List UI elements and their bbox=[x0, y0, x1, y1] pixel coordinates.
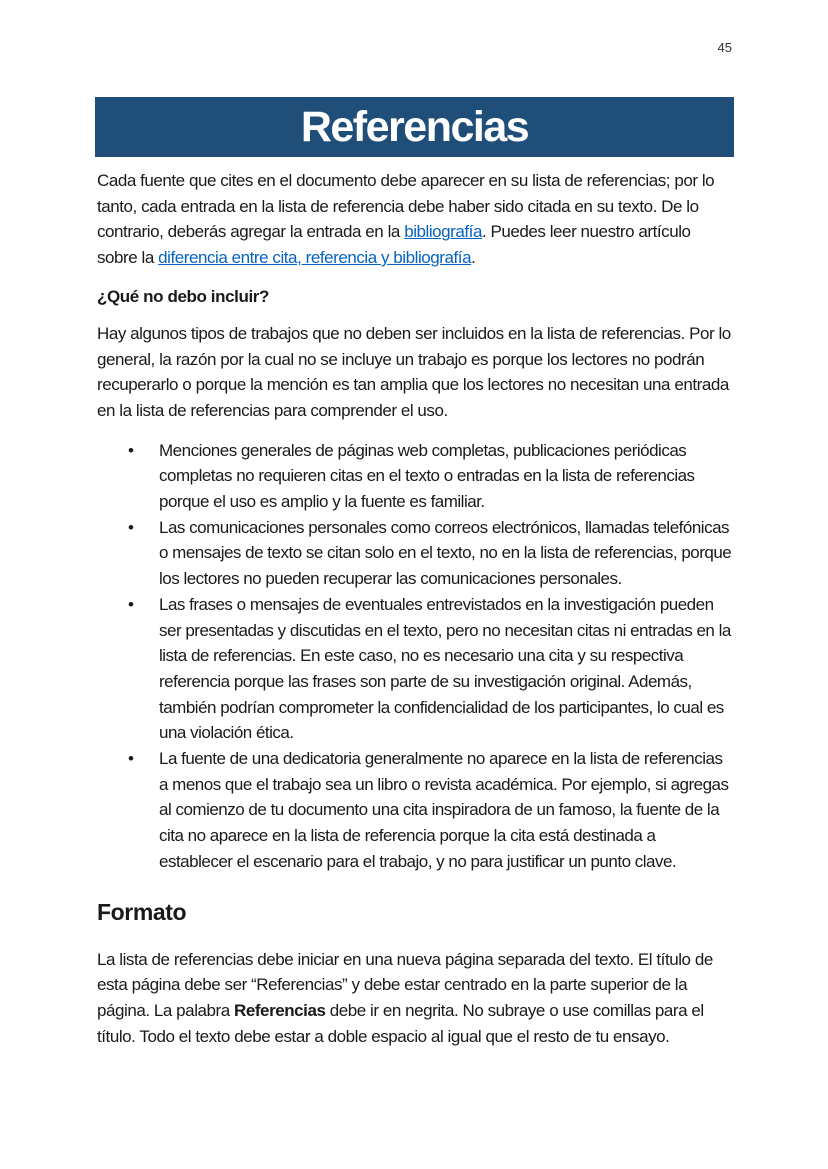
bibliografia-link[interactable]: bibliografía bbox=[404, 222, 482, 242]
list-item bbox=[97, 515, 733, 592]
bold-keyword: Referencias bbox=[234, 1000, 326, 1020]
diferencia-link[interactable]: diferencia entre cita, referencia y bibliografía bbox=[158, 248, 472, 268]
section-heading: Formato bbox=[97, 898, 187, 925]
bullet-icon: • bbox=[128, 749, 134, 769]
list-item-text: Las comunicaciones personales como correos electrónicos, llamadas telefónicas o mensajes de texto se citan solo en el texto, no en la lista de referencias, porque los lectores no pueden recuperar las comunicaciones personales. bbox=[159, 517, 732, 589]
subheading: ¿Qué no debo incluir? bbox=[97, 286, 269, 306]
intro-paragraph bbox=[97, 168, 733, 271]
list-item-text: La fuente de una dedicatoria generalmente no aparece en la lista de referencias a menos que el trabajo sea un libro o revista académica. Por ejemplo, si agregas al comienzo de tu documento una cita inspiradora de un famoso, la fuente de la cita no aparece en la lista de referencia porque la cita está destinada a establecer el escenario para el trabajo, y no para justificar un punto clave. bbox=[159, 749, 729, 871]
title-banner bbox=[95, 97, 734, 157]
bullet-icon: • bbox=[128, 440, 134, 460]
intro-text-middle: . Puedes leer nuestro artículo sobre la bbox=[97, 222, 691, 268]
list-item bbox=[97, 438, 733, 515]
page-number: 45 bbox=[717, 40, 732, 55]
list-item bbox=[97, 746, 733, 875]
formato-text: La lista de referencias debe iniciar en una nueva página separada del texto. El título de esta página debe ser “Referencias” y debe estar centrado en la parte superior de la página. La palabra bbox=[97, 949, 713, 1020]
list-item-text: Las frases o mensajes de eventuales entrevistados en la investigación pueden ser presentadas y discutidas en el texto, pero no necesitan citas ni entradas en la lista de referencias. En este caso, no es necesario una cita y su respectiva referencia porque las frases son parte de su investigación original. Además, también podrían comprometer la confidencialidad de los participantes, lo cual es una violación ética. bbox=[159, 594, 731, 743]
bullet-icon: • bbox=[128, 517, 134, 537]
formato-paragraph bbox=[97, 947, 733, 1050]
intro-text-end: . bbox=[471, 248, 476, 268]
intro-text: Cada fuente que cites en el documento debe aparecer en su lista de referencias; por lo tanto, cada entrada en la lista de referencia debe haber sido citada en su texto. De lo contrario, deberás agregar la entrada en la bbox=[97, 171, 715, 242]
list-item-text: Menciones generales de páginas web completas, publicaciones periódicas completas no requieren citas en el texto o entradas en la lista de referencias porque el uso es amplio y la fuente es familiar. bbox=[159, 440, 695, 512]
bullet-icon: • bbox=[128, 594, 134, 614]
bullet-list bbox=[97, 438, 733, 875]
list-item bbox=[97, 592, 733, 746]
page-title: Referencias bbox=[300, 102, 529, 151]
paragraph: Hay algunos tipos de trabajos que no deben ser incluidos en la lista de referencias. Por lo general, la razón por la cual no se incluye un trabajo es porque los lectores no podrán recuperarlo o porque la mención es tan amplia que los lectores no necesitan una entrada en la lista de referencias para comprender el uso. bbox=[97, 323, 731, 420]
formato-text-end: debe ir en negrita. No subraye o use comillas para el título. Todo el texto debe estar a doble espacio al igual que el resto de tu ensayo. bbox=[97, 1000, 704, 1046]
main-content bbox=[97, 168, 733, 1049]
